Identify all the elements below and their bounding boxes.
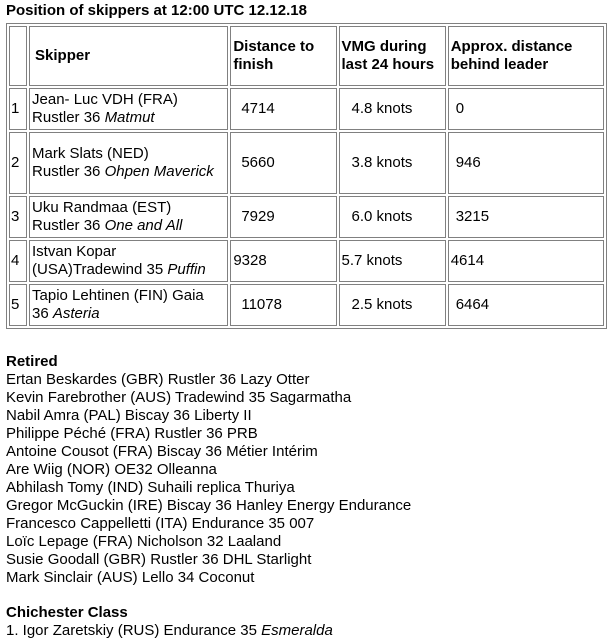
row-number: 3 [9,196,27,238]
distance-cell: 4714 [230,88,336,130]
behind-cell: 4614 [448,240,604,282]
skipper-name: Uku Randmaa (EST) [32,199,172,216]
skipper-cell [29,88,228,130]
skipper-cell [29,284,228,326]
boat-class: Rustler 36 [32,109,105,126]
boat-class: (USA)Tradewind 35 [32,261,168,278]
distance-cell: 7929 [230,196,336,238]
list-item: Mark Sinclair (AUS) Lello 34 Coconut [6,569,255,586]
behind-cell: 6464 [448,284,604,326]
row-number: 4 [9,240,27,282]
header-distance-behind: Approx. distance behind leader [448,26,604,86]
vmg-cell: 4.8 knots [339,88,446,130]
skipper-cell [29,240,228,282]
skipper-cell [29,196,228,238]
list-item: Loïc Lepage (FRA) Nicholson 32 Laaland [6,533,282,550]
header-vmg: VMG during last 24 hours [339,26,446,86]
list-item: Kevin Farebrother (AUS) Tradewind 35 Sagarmatha [6,389,352,406]
boat-name: Puffin [167,261,206,278]
skipper-positions-table [6,23,607,329]
chichester-section [6,604,333,640]
list-item: Antoine Cousot (FRA) Biscay 36 Métier Intérim [6,443,318,460]
list-item: Abhilash Tomy (IND) Suhaili replica Thuriya [6,479,295,496]
behind-cell: 3215 [448,196,604,238]
table-header-row [9,26,604,86]
skipper-cell [29,132,228,194]
skipper-name: Jean- Luc VDH (FRA) [32,91,178,108]
list-item: Susie Goodall (GBR) Rustler 36 DHL Starlight [6,551,312,568]
chichester-heading: Chichester Class [6,604,128,621]
list-item: Are Wiig (NOR) OE32 Olleanna [6,461,217,478]
vmg-cell: 2.5 knots [339,284,446,326]
table-row [9,284,604,326]
row-number: 2 [9,132,27,194]
list-item: Philippe Péché (FRA) Rustler 36 PRB [6,425,258,442]
boat-class: 36 [32,305,53,322]
table-row [9,88,604,130]
behind-cell: 946 [448,132,604,194]
boat-name: One and All [104,217,183,234]
list-item: Ertan Beskardes (GBR) Rustler 36 Lazy Otter [6,371,310,388]
boat-name: Asteria [52,305,100,322]
table-row [9,196,604,238]
boat-name: Esmeralda [261,622,333,639]
skipper-name: Tapio Lehtinen (FIN) Gaia [32,287,204,304]
distance-cell: 11078 [230,284,336,326]
retired-heading: Retired [6,353,58,370]
skipper-name: Istvan Kopar [32,243,117,260]
list-item: Francesco Cappelletti (ITA) Endurance 35 007 [6,515,315,532]
boat-name: Ohpen Maverick [104,163,214,180]
row-number: 1 [9,88,27,130]
skipper-name: Mark Slats (NED) [32,145,149,162]
chichester-entry: 1. Igor Zaretskiy (RUS) Endurance 35 [6,622,262,639]
table-row [9,240,604,282]
list-item: Nabil Amra (PAL) Biscay 36 Liberty II [6,407,252,424]
distance-cell: 5660 [230,132,336,194]
list-item [6,622,333,640]
header-skipper: Skipper [29,26,228,86]
page-title: Position of skippers at 12:00 UTC 12.12.18 [6,2,307,19]
header-number [9,26,27,86]
row-number: 5 [9,284,27,326]
retired-section [6,353,411,587]
vmg-cell: 5.7 knots [339,240,446,282]
boat-name: Matmut [104,109,155,126]
distance-cell: 9328 [230,240,336,282]
boat-class: Rustler 36 [32,217,105,234]
vmg-cell: 3.8 knots [339,132,446,194]
boat-class: Rustler 36 [32,163,105,180]
list-item: Gregor McGuckin (IRE) Biscay 36 Hanley Energy Endurance [6,497,412,514]
header-distance: Distance to finish [230,26,336,86]
behind-cell: 0 [448,88,604,130]
table-row [9,132,604,194]
vmg-cell: 6.0 knots [339,196,446,238]
